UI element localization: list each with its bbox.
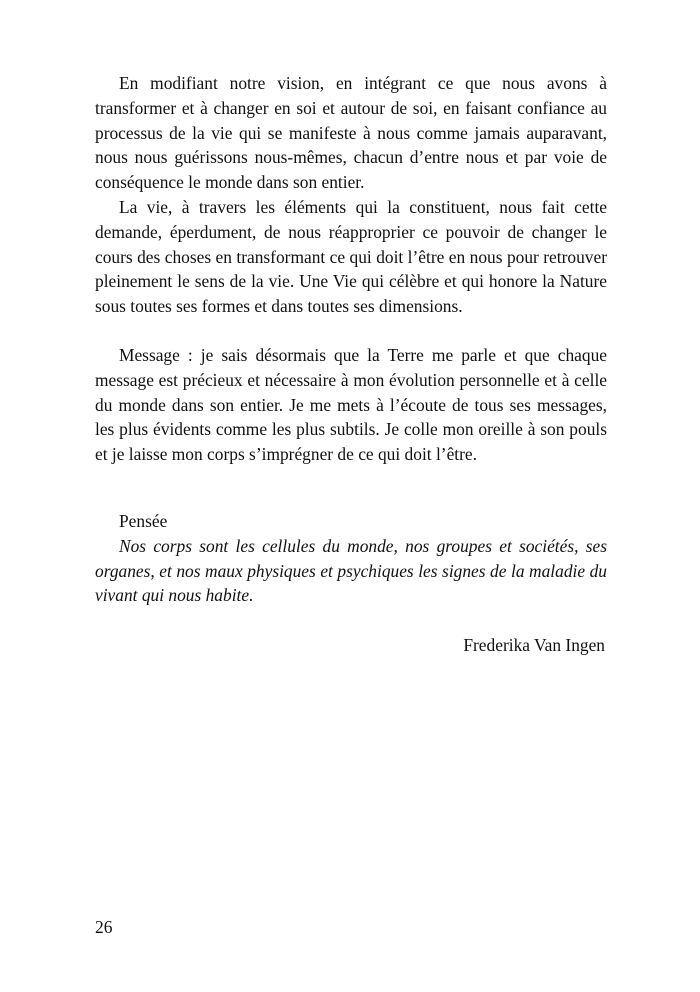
paragraph-vie: La vie, à travers les éléments qui la constituent, nous fait cette demande, éperdument, de nous réapproprier ce pouvoir de changer le cours des choses en transformant ce qui doit l’être en nous pour retrouver pleinement le sens de la vie. Une Vie qui célèbre et qui honore la Nature sous toutes ses formes et dans toutes ses dimensions. bbox=[95, 196, 607, 317]
pensee-section bbox=[95, 509, 607, 608]
message-section bbox=[95, 343, 607, 467]
page-number: 26 bbox=[95, 917, 113, 937]
intro-section bbox=[95, 71, 607, 319]
paragraph-message: Message : je sais désormais que la Terre me parle et que chaque message est précieux et nécessaire à mon évolution personnelle et à celle du monde dans son entier. Je me mets à l’écoute de tous ses messages, les plus évidents comme les plus subtils. Je colle mon oreille à son pouls et je laisse mon corps s’imprégner de ce qui doit l’être. bbox=[95, 345, 607, 465]
pensee-label: Pensée bbox=[119, 511, 168, 531]
pensee-quote: Nos corps sont les cellules du monde, nos groupes et sociétés, ses organes, et nos maux physiques et psychiques les signes de la maladie du vivant qui nous habite. bbox=[95, 535, 607, 606]
paragraph-vision: En modifiant notre vision, en intégrant ce que nous avons à transformer et à changer en soi et autour de soi, en faisant confiance au processus de la vie qui se manifeste à nous comme jamais auparavant, nous nous guérissons nous-mêmes, chacun d’entre nous et par voie de conséquence le monde dans son entier. bbox=[95, 73, 607, 193]
author-signature: Frederika Van Ingen bbox=[463, 635, 605, 655]
